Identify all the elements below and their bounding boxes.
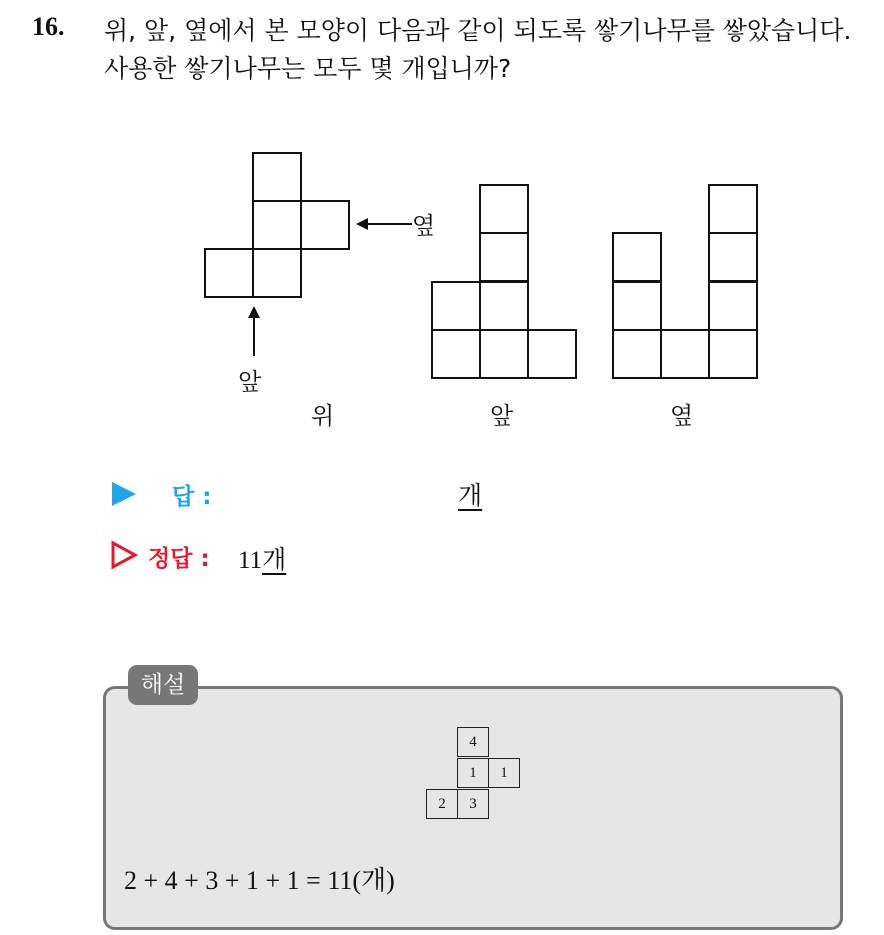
grid-cell-mid-right: 1 [488, 758, 520, 788]
grid-cell-top: 4 [457, 727, 489, 757]
grid-cell-bottom-mid: 3 [457, 789, 489, 819]
top-view-cell [252, 152, 302, 202]
correct-unit: 개 [262, 545, 287, 574]
front-arrow-label: 앞 [238, 368, 262, 396]
side-view-cell [708, 184, 758, 234]
front-view-cell [479, 232, 529, 282]
correct-number: 11 [238, 547, 263, 574]
correct-marker-icon [110, 540, 138, 570]
front-view-cell [431, 329, 481, 379]
answer-label: 답 : [172, 484, 212, 510]
question-line-1: 위, 앞, 옆에서 본 모양이 다음과 같이 되도록 쌓기나무를 쌓았습니다. [104, 16, 852, 45]
side-view-cell [612, 232, 662, 282]
top-view-cell [300, 200, 350, 250]
explanation-tag: 해설 [128, 665, 198, 705]
side-view-cell [660, 329, 710, 379]
grid-cell-bottom-left: 2 [426, 789, 458, 819]
front-view-cell [527, 329, 577, 379]
side-view-cell [612, 329, 662, 379]
front-view-cell [479, 281, 529, 331]
question-text [104, 12, 851, 88]
top-view-cell [204, 248, 254, 298]
answer-unit: 개 [458, 481, 483, 510]
side-view-cell [708, 329, 758, 379]
grid-cell-mid-left: 1 [457, 758, 489, 788]
top-view-caption: 위 [311, 402, 335, 430]
side-arrow-icon [354, 214, 414, 234]
correct-label: 정답 : [148, 546, 210, 572]
correct-value [238, 540, 286, 576]
side-arrow-label: 옆 [412, 212, 436, 240]
answer-marker-icon [112, 482, 136, 506]
front-view-cell [431, 281, 481, 331]
side-view-caption: 옆 [670, 402, 694, 430]
question-number: 16. [32, 12, 65, 41]
front-view-cell [479, 329, 529, 379]
front-view-caption: 앞 [490, 402, 514, 430]
side-view-cell [708, 232, 758, 282]
side-view-cell [708, 281, 758, 331]
side-view-cell [612, 281, 662, 331]
top-view-cell [252, 248, 302, 298]
explanation-formula: 2 + 4 + 3 + 1 + 1 = 11(개) [124, 866, 395, 895]
front-view-cell [479, 184, 529, 234]
question-line-2: 사용한 쌓기나무는 모두 몇 개입니까? [104, 54, 512, 83]
top-view-cell [252, 200, 302, 250]
front-arrow-icon [244, 304, 264, 356]
